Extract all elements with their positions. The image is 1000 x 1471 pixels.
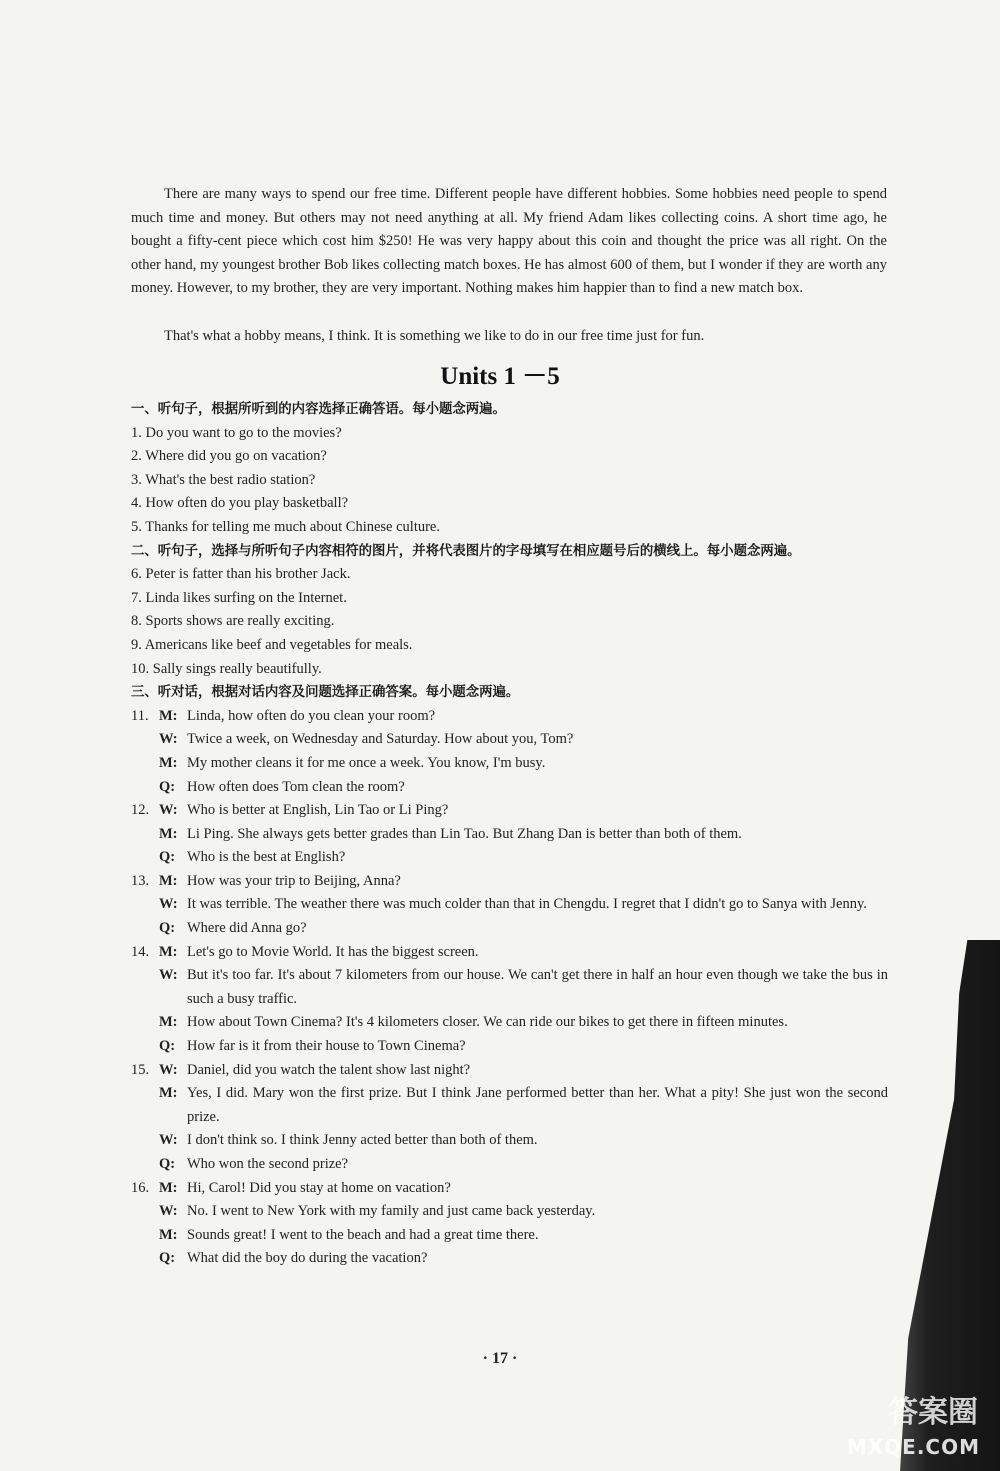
speaker-label: Q:: [159, 849, 176, 866]
dialog-text: No. I went to New York with my family and just came back yesterday.: [187, 1203, 596, 1220]
dialog-number: [131, 1011, 159, 1035]
speaker-label: M:: [159, 1085, 178, 1102]
dialog-number: [131, 752, 159, 776]
speaker-label: W:: [159, 896, 178, 913]
question-6: 6. Peter is fatter than his brother Jack.: [131, 566, 351, 583]
dialog-15: [131, 1059, 888, 1177]
dialog-number: [131, 1153, 159, 1177]
speaker-label: M:: [159, 872, 178, 889]
speaker-label: Q:: [159, 1250, 176, 1267]
speaker-label: W:: [159, 1061, 178, 1078]
dialog-number: [131, 1035, 159, 1059]
speaker-label: M:: [159, 825, 178, 842]
dialog-text: It was terrible. The weather there was much colder than that in Chengdu. I regret that I didn't go to Sanya with Jenny.: [187, 896, 867, 913]
dialog-text: Who won the second prize?: [187, 1156, 349, 1172]
dialog-number: 16.: [131, 1179, 150, 1196]
dialog-number: 11.: [131, 707, 149, 724]
dialog-text: Who is better at English, Lin Tao or Li Ping?: [187, 802, 449, 819]
dialog-line: [131, 1129, 888, 1153]
dialog-text: Who is the best at English?: [187, 849, 346, 866]
speaker-label: W:: [159, 802, 178, 819]
dialog-11: [131, 705, 888, 799]
dialog-number: [131, 1224, 159, 1248]
dialog-16: [131, 1177, 888, 1271]
question-3: 3. What's the best radio station?: [131, 471, 316, 488]
unit-title: Units 1 －5: [440, 363, 560, 390]
dialog-number: [131, 1247, 159, 1271]
dialog-line: [131, 1059, 888, 1083]
section-1-heading: 一、听句子，根据所听到的内容选择正确答语。每小题念两遍。: [131, 402, 506, 417]
dialog-text: How about Town Cinema? It's 4 kilometers closer. We can ride our bikes to get there in fifteen minutes.: [187, 1014, 788, 1031]
dialog-line: [131, 1177, 888, 1201]
speaker-label: M:: [159, 943, 178, 960]
dialog-13: [131, 870, 888, 941]
speaker-label: Q:: [159, 1038, 176, 1055]
dialog-line: [131, 1082, 888, 1129]
dialog-line: [131, 964, 888, 1011]
dialog-text: Linda, how often do you clean your room?: [187, 707, 436, 724]
dialog-14: [131, 941, 888, 1059]
speaker-label: M:: [159, 1014, 178, 1031]
dialog-number: 12.: [131, 802, 150, 819]
dialog-line: [131, 846, 888, 870]
dialog-line: [131, 1200, 888, 1224]
question-9: 9. Americans like beef and vegetables for meals.: [131, 636, 413, 653]
dialog-list: [131, 705, 888, 1271]
question-2: 2. Where did you go on vacation?: [131, 448, 327, 465]
question-5: 5. Thanks for telling me much about Chinese culture.: [131, 518, 440, 535]
dialog-line: [131, 1011, 888, 1035]
dialog-text: What did the boy do during the vacation?: [187, 1250, 428, 1267]
dialog-text: Daniel, did you watch the talent show last night?: [187, 1061, 471, 1078]
dialog-number: [131, 1082, 159, 1129]
dialog-12: [131, 799, 888, 870]
dialog-text: How often does Tom clean the room?: [187, 778, 405, 795]
dialog-line: [131, 1035, 888, 1059]
dialog-number: [131, 728, 159, 752]
question-4: 4. How often do you play basketball?: [131, 495, 349, 512]
dialog-text: Li Ping. She always gets better grades than Lin Tao. But Zhang Dan is better than both of them.: [187, 825, 742, 842]
dialog-number: 15.: [131, 1061, 150, 1078]
listening-script: [131, 398, 888, 1271]
dialog-text: Let's go to Movie World. It has the biggest screen.: [187, 943, 479, 960]
speaker-label: W:: [159, 967, 178, 984]
dialog-line: [131, 1224, 888, 1248]
dialog-text: Sounds great! I went to the beach and had a great time there.: [187, 1226, 539, 1243]
speaker-label: W:: [159, 1203, 178, 1220]
speaker-label: W:: [159, 1132, 178, 1149]
dialog-number: [131, 1200, 159, 1224]
dialog-number: [131, 964, 159, 1011]
dialog-text: Yes, I did. Mary won the first prize. But I think Jane performed better than her. What a pity! She just won the second prize.: [187, 1085, 888, 1125]
dialog-text: My mother cleans it for me once a week. You know, I'm busy.: [187, 754, 546, 771]
dialog-number: [131, 776, 159, 800]
dialog-line: [131, 1153, 888, 1177]
question-8: 8. Sports shows are really exciting.: [131, 613, 335, 630]
speaker-label: Q:: [159, 1156, 176, 1172]
watermark-logo: MXQE.COM: [846, 1435, 980, 1459]
dialog-line: [131, 893, 888, 917]
dialog-line: [131, 1247, 888, 1271]
dialog-number: [131, 846, 159, 870]
question-1: 1. Do you want to go to the movies?: [131, 424, 342, 441]
dialog-number: 14.: [131, 943, 150, 960]
speaker-label: Q:: [159, 778, 176, 795]
dialog-text: I don't think so. I think Jenny acted better than both of them.: [187, 1132, 538, 1149]
dialog-text: How was your trip to Beijing, Anna?: [187, 872, 401, 889]
section-2-heading: 二、听句子，选择与所听句子内容相符的图片，并将代表图片的字母填写在相应题号后的横线上。每小题念两遍。: [131, 543, 801, 559]
question-7: 7. Linda likes surfing on the Internet.: [131, 589, 347, 606]
dialog-line: [131, 870, 888, 894]
page-number: · 17 ·: [482, 1350, 518, 1367]
dialog-line: [131, 917, 888, 941]
dialog-line: [131, 941, 888, 965]
dialog-text: Where did Anna go?: [187, 920, 307, 937]
dialog-line: [131, 799, 888, 823]
watermark-mark: 答案圈: [888, 1395, 978, 1430]
question-10: 10. Sally sings really beautifully.: [131, 660, 322, 677]
speaker-label: M:: [159, 707, 178, 724]
dialog-line: [131, 776, 888, 800]
speaker-label: M:: [159, 1226, 178, 1243]
dialog-line: [131, 823, 888, 847]
dialog-line: [131, 752, 888, 776]
dialog-line: [131, 728, 888, 752]
dialog-number: [131, 893, 159, 917]
dialog-text: But it's too far. It's about 7 kilometers from our house. We can't get there in half an hour even though we take the bus in such a busy traffic.: [187, 967, 888, 1007]
dialog-number: [131, 917, 159, 941]
speaker-label: M:: [159, 754, 178, 771]
dialog-text: How far is it from their house to Town Cinema?: [187, 1038, 466, 1055]
speaker-label: W:: [159, 731, 178, 748]
dialog-text: Hi, Carol! Did you stay at home on vacation?: [187, 1179, 451, 1196]
dialog-number: [131, 1129, 159, 1153]
passage-paragraph-1: There are many ways to spend our free time. Different people have different hobbies. Some hobbies need people to spend much time and money. But others may not need anything at all. My friend Adam likes collecting coins. A short time ago, he bought a fifty-cent piece which cost him $250! He was very happy about this coin and thought the price was all right. On the other hand, my youngest brother Bob likes collecting match boxes. He has almost 600 of them, but I wonder if they are worth any money. However, to my brother, they are very important. Nothing makes him happier than to find a new match box.: [131, 186, 887, 297]
dialog-number: 13.: [131, 872, 150, 889]
speaker-label: M:: [159, 1179, 178, 1196]
section-3-heading: 三、听对话，根据对话内容及问题选择正确答案。每小题念两遍。: [131, 685, 520, 701]
dialog-text: Twice a week, on Wednesday and Saturday. How about you, Tom?: [187, 731, 574, 748]
passage-paragraph-2: That's what a hobby means, I think. It is something we like to do in our free time just for fun.: [164, 328, 705, 344]
dialog-number: [131, 823, 159, 847]
speaker-label: Q:: [159, 920, 176, 937]
dialog-line: [131, 705, 888, 729]
